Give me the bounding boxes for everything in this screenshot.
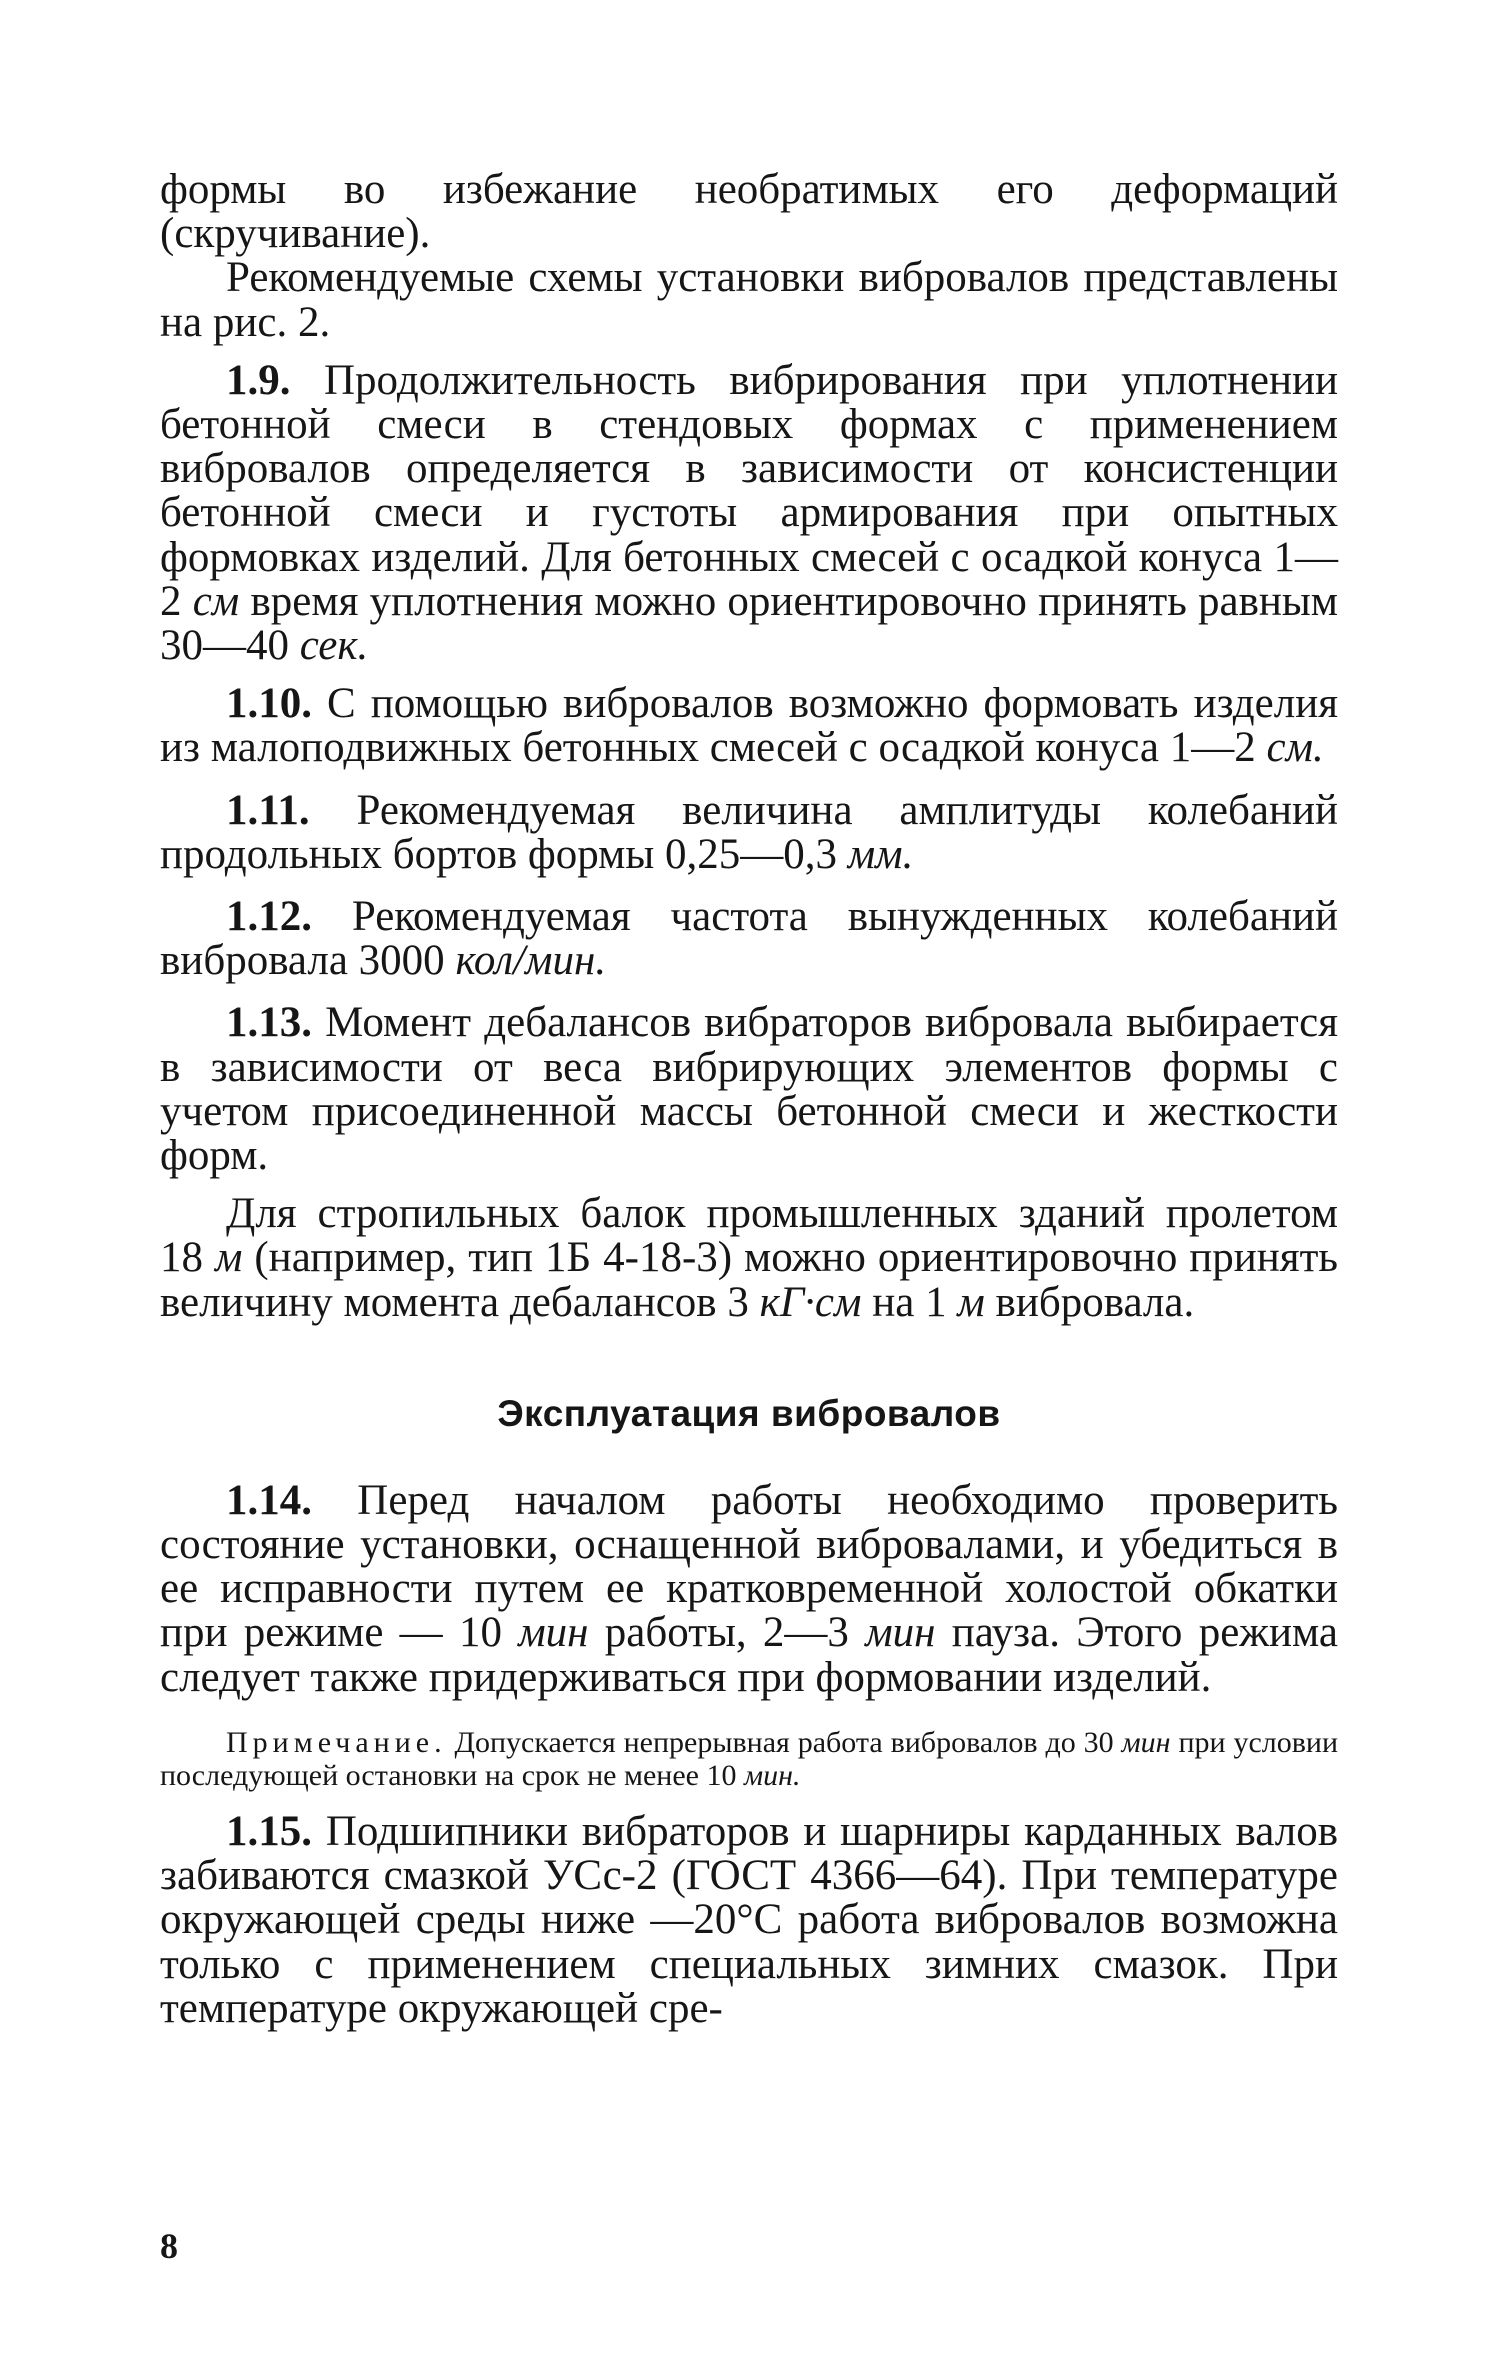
clause-text: пауза. Этого режима следует также придерживаться при формовании изделий.	[160, 1609, 1339, 1701]
section-heading: Эксплуатация вибровалов	[497, 1392, 1001, 1434]
unit: кол/мин.	[455, 937, 607, 985]
paragraph-1-14	[160, 1476, 1339, 1701]
clause-number: 1.15.	[226, 1807, 312, 1855]
clause-number: 1.13.	[226, 999, 312, 1047]
unit: мин.	[743, 1758, 801, 1792]
clause-text: Подшипники вибраторов и шарниры карданных валов забиваются смазкой УСс-2 (ГОСТ 4366—64). При температуре окружающей среды ниже —20°С работа вибровалов возможна только с применением специальных зимних смазок. При температуре окружающей сре-	[160, 1807, 1339, 2032]
clause-text: на 1	[872, 1278, 947, 1326]
unit: м	[214, 1234, 243, 1282]
clause-number: 1.14.	[226, 1476, 312, 1524]
paragraph-1-10	[160, 682, 1338, 770]
schemes-paragraph	[160, 256, 1338, 344]
unit: см	[192, 577, 240, 625]
paragraph-1-13	[160, 1001, 1338, 1178]
clause-text: (например, тип 1Б 4-18-3) можно ориентировочно принять величину момента дебалансов 3	[160, 1234, 1338, 1326]
unit: см.	[1266, 724, 1324, 772]
clause-text: работы, 2—3	[604, 1609, 849, 1657]
paragraph-1-12	[160, 895, 1338, 983]
unit: кГ·см	[759, 1278, 862, 1326]
note-label: Примечание.	[226, 1725, 447, 1759]
intro-paragraph	[160, 168, 1338, 256]
page-number: 8	[160, 2226, 178, 2266]
paragraph-1-11	[160, 786, 1338, 878]
paragraph-rafters	[160, 1192, 1338, 1325]
clause-text: вибровала.	[995, 1278, 1195, 1326]
intro-line-2: (скручивание).	[160, 210, 431, 258]
clause-number: 1.9.	[226, 356, 291, 404]
clause-text: время уплотнения можно ориентировочно принять равным 30—40	[160, 577, 1339, 670]
clause-text: Для стропильных балок промышленных зданий пролетом 18	[160, 1190, 1338, 1282]
note-text: Допускается непрерывная работа вибровалов до 30	[454, 1725, 1114, 1759]
unit: мм.	[847, 830, 914, 878]
note-text: при условии последующей остановки на срок не менее 10	[160, 1725, 1339, 1792]
unit: м	[957, 1278, 985, 1326]
clause-number: 1.12.	[226, 893, 312, 941]
clause-text: Момент дебалансов вибраторов вибровала выбирается в зависимости от веса вибрирующих элементов формы с учетом присоединенной массы бетонной смеси и жесткости форм.	[160, 999, 1339, 1180]
unit: мин	[518, 1609, 589, 1657]
paragraph-1-9	[160, 356, 1339, 670]
unit: мин	[1121, 1725, 1171, 1759]
clause-text: Перед началом работы необходимо проверить состояние установки, оснащенной вибровалами, и убедиться в ее исправности путем ее кратковременной холостой обкатки при режиме — 10	[160, 1476, 1338, 1657]
clause-number: 1.11.	[226, 786, 310, 834]
clause-text: Рекомендуемая частота вынужденных колебаний вибровала 3000	[160, 893, 1338, 985]
unit: сек.	[299, 622, 369, 670]
clause-number: 1.10.	[226, 680, 312, 728]
clause-text: Рекомендуемая величина амплитуды колебаний продольных бортов формы 0,25—0,3	[160, 786, 1338, 878]
intro-line-1: формы во избежание необратимых его деформаций	[160, 166, 1338, 213]
clause-text: С помощью вибровалов возможно формовать изделия из малоподвижных бетонных смесей с осадкой конуса 1—2	[160, 680, 1339, 772]
note-paragraph	[160, 1726, 1338, 1792]
page-body	[160, 168, 1338, 2031]
clause-text: Продолжительность вибрирования при уплотнении бетонной смеси в стендовых формах с применением вибровалов определяется в зависимости от консистенции бетонной смеси и густоты армирования при опытных формовках изделий. Для бетонных смесей с осадкой конуса 1—2	[160, 356, 1338, 625]
unit: мин	[865, 1609, 936, 1657]
paragraph-1-15	[160, 1807, 1339, 2032]
schemes-text: Рекомендуемые схемы установки вибровалов представлены на рис. 2.	[160, 254, 1338, 346]
